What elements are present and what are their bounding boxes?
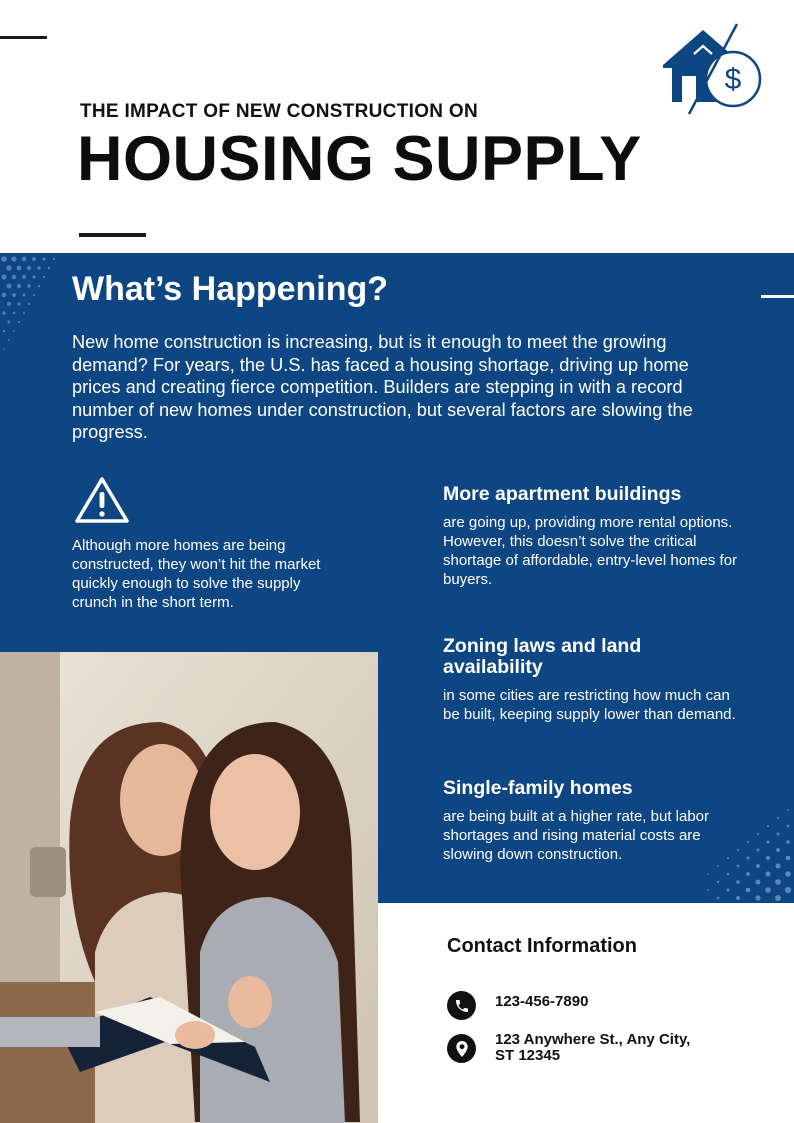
contact-phone [447, 991, 695, 1020]
contact-title: Contact Information [447, 935, 637, 957]
point-apartment-buildings [443, 484, 743, 589]
section-title: What’s Happening? [72, 270, 389, 308]
svg-text:$: $ [724, 63, 742, 96]
title-divider [79, 233, 146, 237]
point-heading: Zoning laws and land availability [443, 635, 642, 678]
house-dollar-icon [660, 22, 764, 116]
intro-paragraph: New home construction is increasing, but is it enough to meet the growing demand? For years, the U.S. has faced a housing shortage, driving up home prices and creating fierce competition. Builders are stepping in with a record number of new homes under construction, but several factors are slowing the progress. [72, 332, 693, 443]
page-supertitle: THE IMPACT OF NEW CONSTRUCTION ON [80, 101, 478, 122]
location-pin-icon [447, 1034, 476, 1063]
contact-address [447, 1032, 695, 1064]
photo-two-women-reading [0, 652, 378, 1123]
point-text: in some cities are restricting how much can be built, keeping supply lower than demand. [443, 687, 736, 723]
point-zoning-laws [443, 636, 743, 724]
halftone-dots-left [0, 253, 70, 373]
warning-icon [74, 475, 130, 525]
point-text: are being built at a higher rate, but labor shortages and rising material costs are slowing down construction. [443, 808, 710, 863]
top-left-divider [0, 36, 47, 39]
phone-number: 123-456-7890 [495, 993, 589, 1010]
point-text: are going up, providing more rental options. However, this doesn’t solve the critical shortage of affordable, entry-level homes for buyers. [443, 514, 738, 588]
right-accent-dash [761, 295, 794, 298]
point-single-family-homes [443, 778, 743, 864]
point-heading: More apartment buildings [443, 483, 682, 505]
point-heading: Single-family homes [443, 777, 633, 799]
address-text: 123 Anywhere St., Any City, ST 12345 [495, 1031, 691, 1064]
page-title: HOUSING SUPPLY [77, 124, 642, 194]
phone-icon [447, 991, 476, 1020]
warning-text: Although more homes are being constructed, they won’t hit the market quickly enough to solve the supply crunch in the short term. [72, 537, 321, 611]
